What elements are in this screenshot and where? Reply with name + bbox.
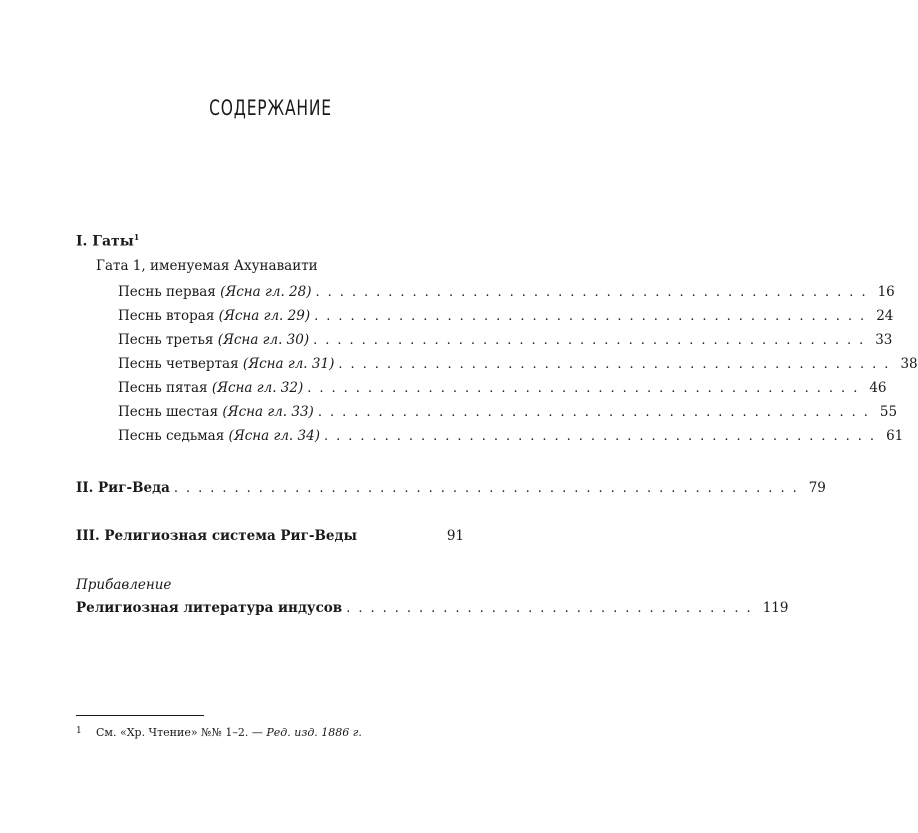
entry-ref: (Ясна гл. 30) bbox=[217, 332, 310, 348]
entry-page: 46 bbox=[869, 380, 887, 396]
page-title: СОДЕРЖАНИЕ bbox=[209, 96, 332, 120]
entry-page: 24 bbox=[876, 308, 894, 324]
part-1-title: I. Гаты bbox=[76, 233, 134, 250]
leader-dots: .............................................. bbox=[314, 309, 873, 324]
toc-entry-part-3[interactable] bbox=[76, 528, 464, 544]
leader-dots: .................................. bbox=[346, 601, 759, 616]
leader-dots: .............................................. bbox=[315, 285, 874, 300]
leader-dots: .............................................. bbox=[317, 405, 876, 420]
entry-ref: (Ясна гл. 32) bbox=[211, 380, 304, 396]
footnote-divider bbox=[76, 715, 204, 716]
gatha-1-subheading: Гата 1, именуемая Ахунаваити bbox=[96, 258, 318, 274]
entry-label: Песнь третья bbox=[118, 332, 214, 348]
toc-entry-song-2[interactable] bbox=[118, 308, 894, 324]
entry-ref: (Ясна гл. 34) bbox=[228, 428, 320, 444]
appendix-title: Религиозная литература индусов bbox=[76, 600, 343, 616]
entry-page: 61 bbox=[886, 428, 904, 444]
toc-entry-part-2[interactable] bbox=[76, 480, 826, 496]
entry-ref: (Ясна гл. 28) bbox=[220, 284, 312, 300]
toc-entry-appendix[interactable] bbox=[76, 600, 789, 616]
entry-page: 16 bbox=[877, 284, 895, 300]
part-3-title: III. Религиозная система Риг-Веды bbox=[76, 528, 357, 544]
toc-entry-song-6[interactable] bbox=[118, 404, 898, 420]
toc-entry-song-7[interactable] bbox=[118, 428, 904, 444]
toc-entry-song-5[interactable] bbox=[118, 380, 887, 396]
entry-label: Песнь четвертая bbox=[118, 356, 239, 372]
entry-label: Песнь шестая bbox=[118, 404, 219, 420]
leader-dots: .............................................. bbox=[307, 381, 866, 396]
entry-page: 119 bbox=[762, 600, 789, 616]
footnote-ref[interactable]: 1 bbox=[133, 232, 140, 242]
entry-label: Песнь вторая bbox=[118, 308, 215, 324]
footnote-text: См. «Хр. Чтение» №№ 1–2. — bbox=[96, 726, 267, 739]
entry-page: 91 bbox=[446, 528, 464, 544]
footnote bbox=[76, 726, 362, 739]
footnote-mark: 1 bbox=[76, 726, 82, 736]
entry-ref: (Ясна гл. 33) bbox=[222, 404, 314, 420]
leader-dots: .................................................... bbox=[173, 481, 805, 496]
entry-page: 38 bbox=[900, 356, 918, 372]
leader-dots: .............................................. bbox=[323, 429, 883, 444]
entry-label: Песнь седьмая bbox=[118, 428, 225, 444]
toc-entry-song-1[interactable] bbox=[118, 284, 895, 300]
part-1-heading[interactable] bbox=[76, 232, 139, 250]
entry-page: 79 bbox=[808, 480, 826, 496]
entry-label: Песнь пятая bbox=[118, 380, 208, 396]
toc-entry-song-4[interactable] bbox=[118, 356, 918, 372]
part-2-title: II. Риг-Веда bbox=[76, 480, 170, 496]
entry-page: 33 bbox=[875, 332, 893, 348]
entry-ref: (Ясна гл. 31) bbox=[242, 356, 335, 372]
entry-page: 55 bbox=[879, 404, 898, 420]
toc-entry-song-3[interactable] bbox=[118, 332, 893, 348]
entry-label: Песнь первая bbox=[118, 284, 216, 300]
footnote-editor-note: Ред. изд. 1886 г. bbox=[266, 726, 362, 739]
leader-dots: .............................................. bbox=[313, 333, 872, 348]
leader-dots: .............................................. bbox=[338, 357, 897, 372]
entry-ref: (Ясна гл. 29) bbox=[218, 308, 311, 324]
appendix-label: Прибавление bbox=[76, 577, 172, 593]
